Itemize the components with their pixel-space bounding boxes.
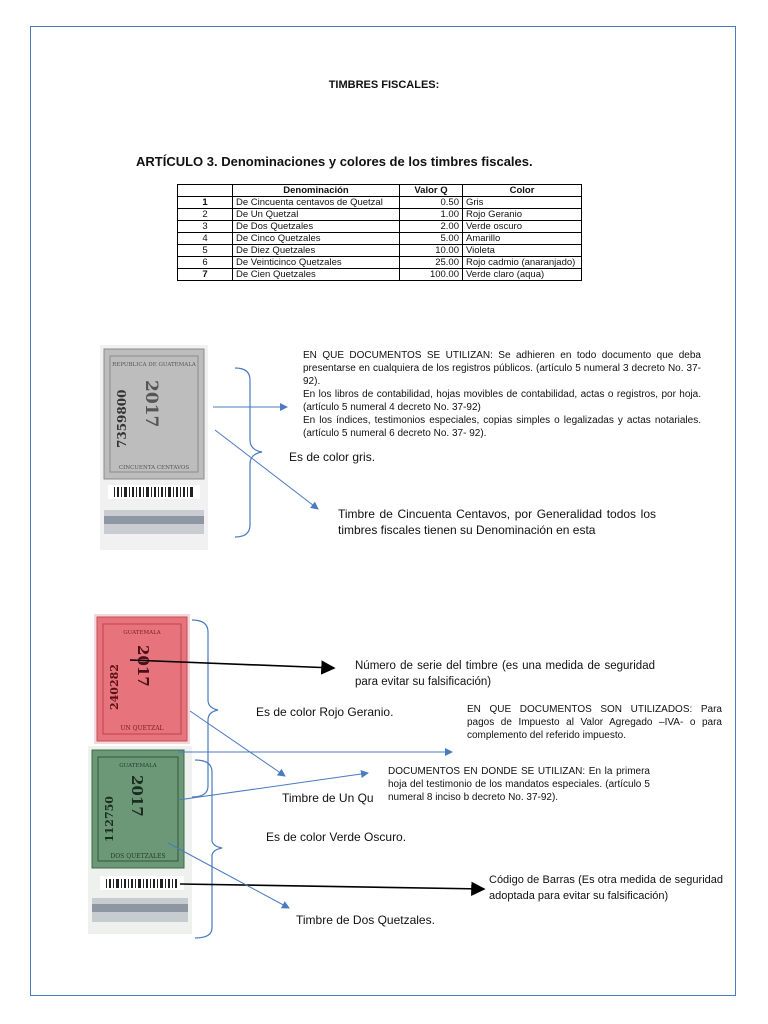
arrow-denominacion	[215, 430, 318, 509]
table-cell: De Un Quetzal	[233, 209, 400, 221]
numero-serie-text: Número de serie del timbre (es una medida de seguridad para evitar su falsificación)	[355, 660, 655, 688]
table-cell: 1.00	[400, 209, 463, 221]
table-cell: 3	[178, 221, 233, 233]
uso-iva-text: EN QUE DOCUMENTOS SON UTILIZADOS: Para pagos de Impuesto al Valor Agregado –IVA- o para complemento del referido impuesto.	[467, 704, 722, 741]
table-header: Valor Q	[400, 185, 463, 197]
table-header: Denominación	[233, 185, 400, 197]
table-cell: 10.00	[400, 245, 463, 257]
article-heading: ARTÍCULO 3. Denominaciones y colores de los timbres fiscales.	[136, 154, 533, 169]
table-cell: Rojo Geranio	[463, 209, 582, 221]
table-cell: Violeta	[463, 245, 582, 257]
libros-contabilidad-text: En los libros de contabilidad, hojas movibles de contabilidad, actas o registros, por hoja. (artículo 5 numeral 4 decreto No. 37-92)	[303, 389, 701, 413]
red-stamp-header: GUATEMALA	[123, 630, 161, 636]
table-cell: De Dos Quetzales	[233, 221, 400, 233]
uso-documentos-text: EN QUE DOCUMENTOS SE UTILIZAN: Se adhieren en todo documento que deba presentarse en cualquiera de los registros públicos. (artículo 5 numeral 3 decreto No. 37-92).	[303, 350, 701, 387]
arrow-barras	[180, 884, 484, 889]
gray-stamp-year: 2017	[141, 380, 161, 428]
gray-stamp-bottom: CINCUENTA CENTAVOS	[118, 465, 190, 471]
table-cell: 25.00	[400, 257, 463, 269]
color-verde-label: Es de color Verde Oscuro.	[266, 830, 407, 844]
table-cell: Verde claro (aqua)	[463, 269, 582, 281]
table-cell: 0.50	[400, 197, 463, 209]
color-gris-label: Es de color gris.	[289, 450, 376, 464]
arrow-timbre-un	[190, 711, 285, 776]
table-header: Color	[463, 185, 582, 197]
table-cell: 7	[178, 269, 233, 281]
green-stamp-image	[88, 746, 192, 934]
red-stamp-year: 2017	[134, 645, 152, 687]
denominacion-text: Timbre de Cincuenta Centavos, por Generalidad todos los timbres fiscales tienen su Denominación en esta	[338, 507, 656, 537]
table-cell: Amarillo	[463, 233, 582, 245]
timbre-un-label: Timbre de Un Qu	[282, 791, 374, 805]
table-cell: Gris	[463, 197, 582, 209]
table-cell: De Cinco Quetzales	[233, 233, 400, 245]
table-cell: 5	[178, 245, 233, 257]
table-cell: Rojo cadmio (anaranjado)	[463, 257, 582, 269]
table-cell: 6	[178, 257, 233, 269]
codigo-barras-text: Código de Barras (Es otra medida de seguridad adoptada para evitar su falsificación)	[489, 874, 723, 902]
green-stamp-year: 2017	[128, 775, 146, 817]
green-stamp-serial: 112750	[103, 796, 116, 842]
green-stamp-header: GUATEMALA	[119, 763, 157, 769]
red-stamp-serial: 240282	[108, 664, 121, 710]
table-cell: De Cien Quetzales	[233, 269, 400, 281]
gray-stamp-serial: 7359800	[115, 389, 129, 448]
table-cell: 4	[178, 233, 233, 245]
green-stamp-bottom: DOS QUETZALES	[110, 853, 166, 860]
uso-mandatos-text: DOCUMENTOS EN DONDE SE UTILIZAN: En la primera hoja del testimonio de los mandatos especiales. (artículo 5 numeral 8 inciso b decreto No. 37-92).	[388, 766, 650, 803]
table-cell: De Cincuenta centavos de Quetzal	[233, 197, 400, 209]
gray-stamp-brace	[235, 368, 262, 537]
table-cell: 1	[178, 197, 233, 209]
table-cell: Verde oscuro	[463, 221, 582, 233]
color-rojo-label: Es de color Rojo Geranio.	[256, 705, 394, 719]
table-cell: 5.00	[400, 233, 463, 245]
red-stamp-bottom: UN QUETZAL	[120, 725, 164, 732]
table-cell: 100.00	[400, 269, 463, 281]
gray-stamp-header: REPUBLICA DE GUATEMALA	[112, 362, 196, 368]
indices-testimonios-text: En los índices, testimonios especiales, copias simples o legalizadas y actas notariales. (artículo 5 numeral 6 decreto No. 37- 92).	[303, 415, 701, 439]
table-cell: 2	[178, 209, 233, 221]
table-cell: 2.00	[400, 221, 463, 233]
red-stamp-image	[94, 614, 190, 744]
red-stamp-brace	[192, 620, 218, 797]
page-title: TIMBRES FISCALES:	[328, 79, 440, 91]
table-cell: De Diez Quetzales	[233, 245, 400, 257]
table-cell: De Veinticinco Quetzales	[233, 257, 400, 269]
timbre-dos-label: Timbre de Dos Quetzales.	[296, 913, 435, 927]
gray-stamp-image	[100, 345, 208, 550]
